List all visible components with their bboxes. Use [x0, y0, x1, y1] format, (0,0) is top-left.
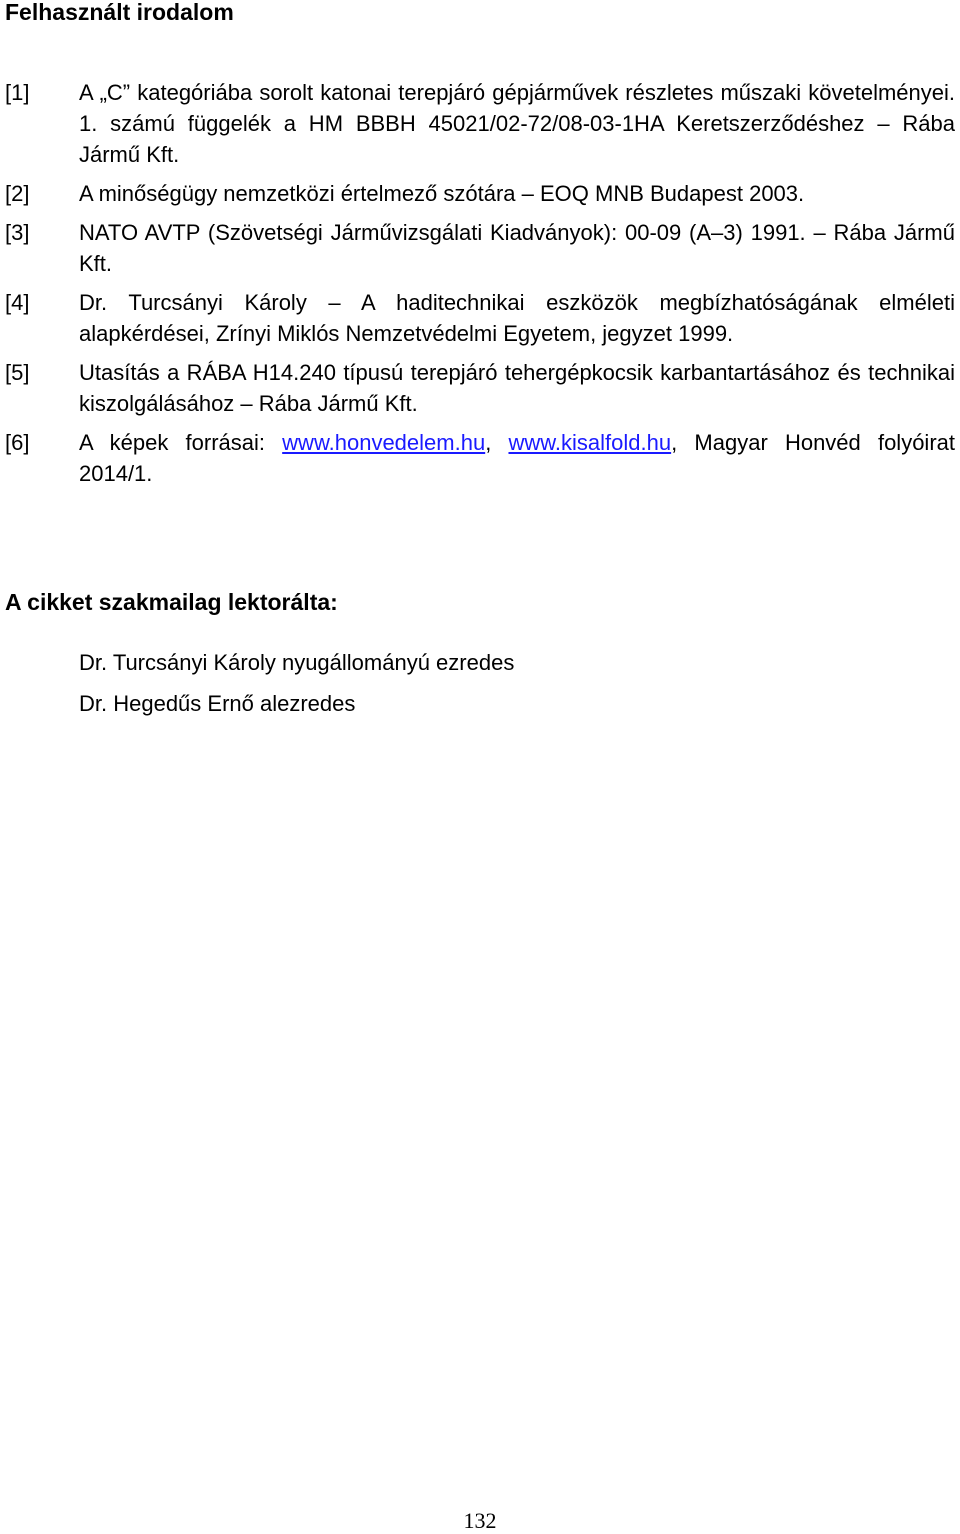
- reference-number: [6]: [5, 430, 30, 455]
- reference-text: A „C” kategóriába sorolt katonai terepjáró gépjárművek részletes műszaki követelményei. 1. számú függelék a HM BBBH 45021/02-72/08-03-1HA Keretszerződéshez – Rába Jármű Kft.: [79, 80, 955, 167]
- reference-number: [1]: [5, 80, 30, 105]
- reference-item: [5, 178, 955, 209]
- reviewer: Dr. Turcsányi Károly nyugállományú ezredes: [79, 650, 515, 675]
- reference-number: [2]: [5, 181, 30, 206]
- review-heading: A cikket szakmailag lektorálta:: [5, 589, 338, 615]
- kisalfold-link[interactable]: www.kisalfold.hu: [508, 430, 672, 455]
- reference-separator: ,: [485, 430, 509, 455]
- reference-number: [4]: [5, 290, 30, 315]
- reviewer: Dr. Hegedűs Ernő alezredes: [79, 691, 356, 716]
- reference-item: [5, 427, 955, 489]
- reference-list: [5, 77, 955, 497]
- reviewer-list: [79, 642, 514, 724]
- reference-item: [5, 77, 955, 170]
- page-number: 132: [463, 1508, 497, 1533]
- reference-text: Utasítás a RÁBA H14.240 típusú terepjáró tehergépkocsik karbantartásához és technikai kiszolgálásához – Rába Jármű Kft.: [79, 360, 955, 416]
- reference-item: [5, 357, 955, 419]
- reference-prefix: A képek forrásai:: [79, 430, 283, 455]
- references-heading: Felhasznált irodalom: [5, 0, 234, 25]
- reference-item: [5, 287, 955, 349]
- reference-suffix: , Magyar Honvéd folyóirat 2014/1.: [79, 430, 955, 486]
- reference-text: Dr. Turcsányi Károly – A haditechnikai eszközök megbízhatóságának elméleti alapkérdései, Zrínyi Miklós Nemzetvédelmi Egyetem, jegyzet 1999.: [79, 290, 955, 346]
- honvedelem-link[interactable]: www.honvedelem.hu: [282, 430, 486, 455]
- reference-text: A minőségügy nemzetközi értelmező szótára – EOQ MNB Budapest 2003.: [79, 181, 805, 206]
- reference-item: [5, 217, 955, 279]
- reference-number: [3]: [5, 220, 30, 245]
- reference-number: [5]: [5, 360, 30, 385]
- reference-text: NATO AVTP (Szövetségi Járművizsgálati Kiadványok): 00-09 (A–3) 1991. – Rába Jármű Kft.: [79, 220, 955, 276]
- reference-text: [79, 430, 955, 486]
